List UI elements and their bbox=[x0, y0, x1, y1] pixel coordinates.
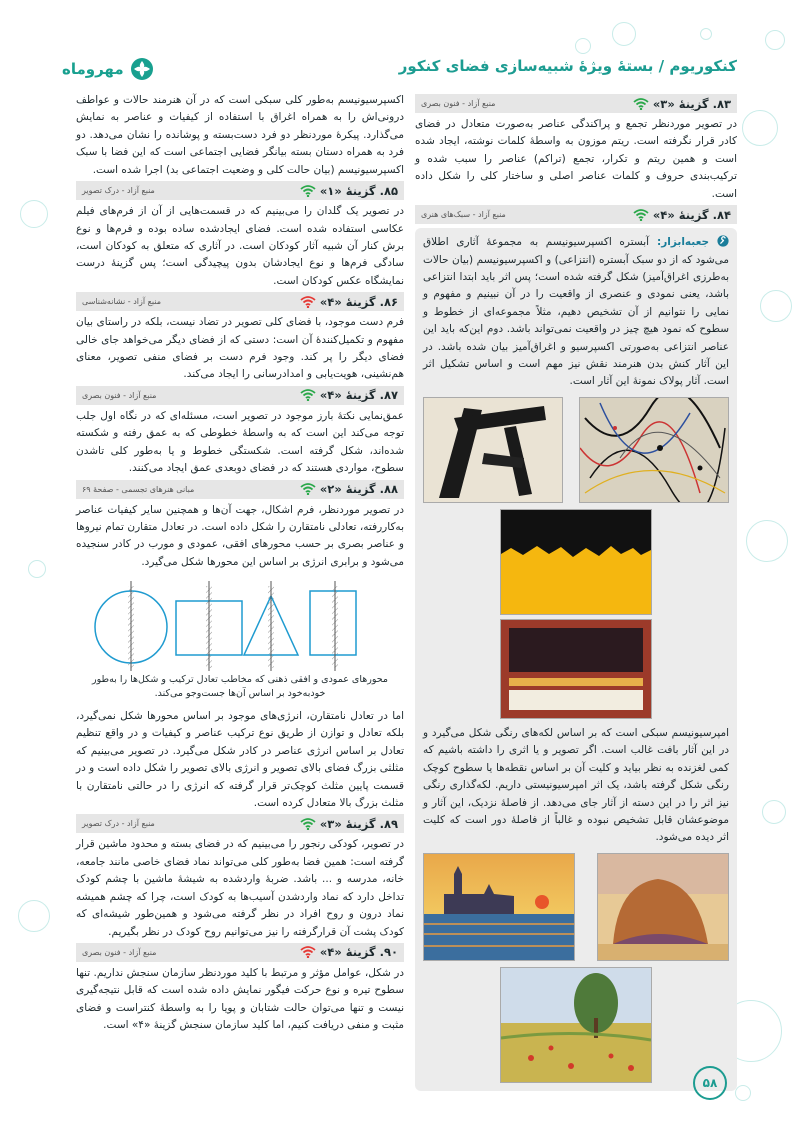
page-header bbox=[62, 55, 737, 89]
toolbox-text-abstract-expressionism: آبستره اکسپرسیونیسم به مجموعهٔ آثاری اطلاق می‌شود که از دو سبک آبستره (انتزاعی) و اکسپرسیونیسم (بیان حالات به‌طرزی اغراق‌آمیز) شکل گرفته شده است؛ پس اثر باید ابتدا انتزاعی باشد، یعنی نمودی و عنصری از واقعیت را در آن نبینیم و مفهوم و نمایی را نتوانیم از آن تشخیص دهیم، مثلاً مجموعه‌ای از خطوط و سطوح که نمود هیچ چیز در واقعیت نمی‌تواند باشد. دوم این‌که باید این عناصر انتزاعی به‌صورتی اکسپرسیو و اغراق‌آمیز بیان شده باشد. در این آثار کنش بدن هنرمند نقش نیز مهم است و اساس تشکیل اثر است. آثار پولاک نمونهٔ این آثار است. bbox=[423, 236, 729, 388]
question-source: منبع آزاد - درک تصویر bbox=[82, 819, 155, 829]
decorative-circle bbox=[735, 1085, 751, 1101]
painting-pollock-drip bbox=[579, 397, 729, 503]
answer-text-90: در شکل، عوامل مؤثر و مرتبط با کلید موردنظر سازمان سنجش نداریم. تنها سطوح تیره و نوع حرکت فیگور نمایش داده شده است که قابل نتیجه‌گیری نیست و تنها می‌توان حالت شتابان و پویا را به واسطهٔ کنتراست و فضای مثبت و منفی دریافت کنیم، اما کلید سازمان سنجش گزینهٔ «۴» است. bbox=[76, 966, 404, 1032]
painting-row-1 bbox=[423, 397, 729, 503]
question-source: منبع آزاد - فنون بصری bbox=[82, 390, 157, 400]
decorative-circle bbox=[760, 290, 792, 322]
wifi-signal-icon bbox=[633, 98, 649, 110]
question-source: منبع آزاد - فنون بصری bbox=[82, 947, 157, 957]
decorative-circle bbox=[20, 200, 48, 228]
answer-text-88: در تصویر موردنظر، فرم اشکال، جهت آن‌ها و همچنین سایر کیفیات عناصر به‌کاررفته، تعادلی نامتقارن را شکل داده است. در تعادل متقارن تمام نیروها و عناصر بصری بر حسب محورهای افقی، عمودی و مورب در کادر سنجیده می‌شود و برابری انرژی بر اساس این محورها شکل می‌گیرد. bbox=[76, 503, 404, 568]
right-column bbox=[415, 92, 737, 1091]
question-source: منبع آزاد - سبک‌های هنری bbox=[421, 210, 506, 220]
wifi-signal-icon bbox=[300, 389, 316, 401]
header-separator: / bbox=[658, 57, 665, 75]
question-source: مبانی هنرهای تجسمی - صفحهٔ ۶۹ bbox=[82, 484, 195, 494]
question-header-88 bbox=[76, 480, 404, 499]
publisher-logo bbox=[62, 57, 154, 81]
toolbox-text-impressionism: امپرسیونیسم سبکی است که بر اساس لکه‌های رنگی شکل می‌گیرد و در این آثار بافت غالب است. اگر تصویر و یا اثری را داشته باشیم که کمی لغزنده به نظر بیاید و کلیت آن بر اساس نقطه‌ها یا سطوح کوچک رنگی شکل گرفته باشد، یک اثر امپرسیونیستی داریم. لکه‌گذاری رنگی نیز اثر را در این دسته از آثار جای می‌دهد. از فاصلهٔ نزدیک، این آثار و موضوعشان قابل تشخیص نبوده و غالباً از فاصلهٔ دور است که کلیت اثر دیده می‌شود. bbox=[423, 726, 729, 844]
question-source: منبع آزاد - درک تصویر bbox=[82, 186, 155, 196]
asymmetric-balance-text: اما در تعادل نامتقارن، انرژی‌های موجود بر اساس محورها شکل نمی‌گیرد، بلکه تعادل و توازن از طریق نوع ترکیب عناصر و کیفیات و در واقع تنظیم تعادل بر اساس انرژی عناصر در کادر شکل می‌گیرد. در تصویر می‌بینیم که مثلثی بزرگ فضای بالای تصویر و انرژی بالای تصویر را شکل داده است و در قسمت پایین مثلث کوچک‌تر قرار گرفته که انرژی را در حالتی نامتقارن با مثلث بزرگ بالا متعادل کرده است. bbox=[76, 709, 404, 809]
painting-row-2 bbox=[423, 509, 729, 615]
decorative-circle bbox=[28, 560, 46, 578]
decorative-circle bbox=[575, 38, 591, 54]
question-header-90 bbox=[76, 943, 404, 962]
question-label: ۸۹. گزینهٔ «۳» bbox=[319, 816, 398, 831]
wrench-icon bbox=[717, 235, 729, 247]
question-label: ۸۷. گزینهٔ «۴» bbox=[319, 388, 398, 403]
decorative-circle bbox=[742, 110, 778, 146]
question-header-83 bbox=[415, 94, 737, 113]
question-label: ۸۸. گزینهٔ «۲» bbox=[319, 482, 398, 497]
painting-kline-abstract bbox=[423, 397, 563, 503]
question-header-89 bbox=[76, 814, 404, 833]
decorative-circle bbox=[700, 28, 712, 40]
painting-rothko-black-yellow bbox=[500, 509, 652, 615]
expressionism-intro-text: اکسپرسیونیسم به‌طور کلی سبکی است که در آن هنرمند حالات و عواطف درونی‌اش را به همراه اغراق با استفاده از کیفیات و عناصر به نمایش می‌گذارد. پیکرهٔ موردنظر دو فرد دست‌بسته و پوشانده را نشان می‌دهد. دو فرد به همراه دستان بسته بیانگر فضایی اجتماعی است که این فضا با سبک اکسپرسیونیسم (بیان حالت کلی و وضعیت اجتماعی بد) اجرا شده است. bbox=[76, 94, 404, 176]
decorative-circle bbox=[18, 900, 50, 932]
answer-text-83: در تصویر موردنظر تجمع و پراکندگی عناصر به‌صورت متعادل در فضای کادر قرار نگرفته است. ریتم موزون به واسطهٔ کلمات نوشته، ایجاد شده است و همین ریتم و تکرار، تجمع (تراکم) عناصر را سبب شده و ترکیب‌بندی حروف و کلمات عناصر اصلی و ساختار کلی را شکل داده است. bbox=[415, 118, 737, 200]
diagram-caption: محورهای عمودی و افقی ذهنی که مخاطب تعادل ترکیب و شکل‌ها را به‌طور خودبه‌خود بر اساس آن‌ها جست‌وجو می‌کند. bbox=[92, 674, 388, 699]
wifi-signal-icon bbox=[300, 818, 316, 830]
wifi-signal-icon bbox=[633, 209, 649, 221]
wifi-signal-icon bbox=[300, 946, 316, 958]
wifi-signal-icon bbox=[300, 483, 316, 495]
answer-text-89: در تصویر، کودکی رنجور را می‌بینیم که در فضای بسته و محدود ماشین قرار گرفته است: همین فضا به‌طور کلی می‌تواند نماد فضای خاصی مانند جامعه، خانه، مدرسه و ... باشد. ضربهٔ واردشده به شیشهٔ ماشین با چشم کودک تداخل دارد که نماد واردشدن آسیب‌ها به کودک است، چرا که چشم همیشه نماد درون و روح افراد در نظر گرفته می‌شود و همین‌طور شیشه‌ای که کودک پشت آن قرارگرفته را نیز می‌توانیم روح کودک در نظر بگیریم. bbox=[76, 838, 404, 938]
header-title bbox=[399, 57, 737, 75]
header-subtitle: بستهٔ ویژهٔ شبیه‌سازی فضای کنکور bbox=[398, 57, 654, 75]
answer-text-85: در تصویر یک گلدان را می‌بینیم که در قسمت‌هایی از آن از فرم‌های فیلم عکاسی استفاده شده است. فضای ایجادشده ساده بوده و فرم‌ها و نوع برش کنار آن شبیه آثار کودکان است. در آثاری که متعلق به کودکان است، سادگی فرم‌ها و نوع ایجادشان بدون پیچیدگی است؛ پس گزینهٔ درست نمایشگاه عکس کودکان است. bbox=[76, 205, 404, 287]
question-header-86 bbox=[76, 292, 404, 311]
question-label: ۸۵. گزینهٔ «۱» bbox=[319, 183, 398, 198]
question-label: ۸۴. گزینهٔ «۴» bbox=[652, 207, 731, 222]
painting-row-3 bbox=[423, 619, 729, 719]
left-column bbox=[76, 92, 404, 1035]
painting-rothko-color-field bbox=[500, 619, 652, 719]
question-header-84 bbox=[415, 205, 737, 224]
question-header-85 bbox=[76, 181, 404, 200]
question-header-87 bbox=[76, 386, 404, 405]
decorative-circle bbox=[746, 520, 788, 562]
question-label: ۸۶. گزینهٔ «۴» bbox=[319, 294, 398, 309]
page-number: ۵۸ bbox=[693, 1066, 727, 1100]
answer-text-86: فرم دست موجود، با فضای کلی تصویر در تضاد نیست، بلکه در راستای بیان مفهوم و تکمیل‌کنندهٔ آن است: دستی که از فضای دیگر می‌خواهد جای خالی فضای دیگر را پر کند. وجود فرم دست بر فضای منفی تصویر، معنای هم‌نشینی، هویت‌یابی و امدادرسانی را ایجاد می‌کند. bbox=[76, 316, 404, 381]
question-source: منبع آزاد - نشانه‌شناسی bbox=[82, 297, 161, 307]
flower-logo-icon bbox=[130, 57, 154, 81]
balance-axes-diagram bbox=[76, 581, 404, 671]
painting-monet-landscape bbox=[500, 967, 652, 1083]
toolbox-title: جعبه‌ابزار: bbox=[649, 236, 729, 248]
question-label: ۹۰. گزینهٔ «۴» bbox=[319, 945, 398, 960]
decorative-circle bbox=[762, 800, 786, 824]
painting-row-5 bbox=[423, 967, 729, 1083]
toolbox-panel bbox=[415, 228, 737, 1091]
logo-text: مهروماه bbox=[62, 60, 124, 78]
decorative-circle bbox=[765, 30, 785, 50]
wifi-signal-icon bbox=[300, 296, 316, 308]
painting-monet-haystack bbox=[597, 853, 729, 961]
decorative-circle bbox=[612, 22, 636, 46]
question-source: منبع آزاد - فنون بصری bbox=[421, 99, 496, 108]
brand-name: کنکوریوم bbox=[669, 57, 737, 75]
painting-row-4 bbox=[423, 853, 729, 961]
wifi-signal-icon bbox=[300, 185, 316, 197]
painting-monet-san-giorgio bbox=[423, 853, 575, 961]
answer-text-87: عمق‌نمایی نکتهٔ بارز موجود در تصویر است، مسئله‌ای که در نگاه اول جلب توجه می‌کند این است که به واسطهٔ خطوطی که به عمق رفته و شکسته شده‌اند، شکل گرفته است. شکستگی خطوط و یا به‌طور کلی تاشدن سطوح، مواردی هستند که در فضای دوبعدی عمق ایجاد می‌کنند. bbox=[76, 409, 404, 475]
question-label: ۸۳. گزینهٔ «۳» bbox=[652, 96, 731, 111]
